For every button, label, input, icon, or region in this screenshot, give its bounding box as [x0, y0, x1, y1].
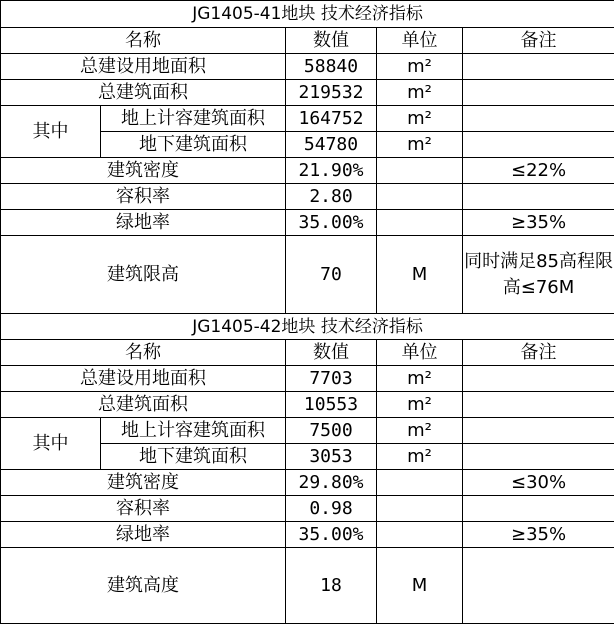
- table-row: [1, 54, 614, 80]
- row-value: 54780: [286, 132, 377, 158]
- group-label: 其中: [1, 106, 101, 158]
- header-value: 数值: [286, 340, 377, 366]
- row-unit: m²: [377, 80, 463, 106]
- row-note: [463, 496, 614, 522]
- table-row: [1, 80, 614, 106]
- header-name: 名称: [1, 340, 286, 366]
- table-row: [1, 392, 614, 418]
- row-note: 同时满足85高程限高≤76M: [463, 236, 614, 314]
- table-row: [1, 470, 614, 496]
- row-value: 35.00%: [286, 522, 377, 548]
- row-name: 总建设用地面积: [1, 54, 286, 80]
- row-name: 地上计容建筑面积: [101, 106, 286, 132]
- row-value: 0.98: [286, 496, 377, 522]
- row-unit: m²: [377, 54, 463, 80]
- row-name: 建筑密度: [1, 158, 286, 184]
- row-value: 10553: [286, 392, 377, 418]
- row-unit: [377, 496, 463, 522]
- row-note: ≥35%: [463, 522, 614, 548]
- row-unit: [377, 184, 463, 210]
- header-unit: 单位: [377, 28, 463, 54]
- row-unit: m²: [377, 418, 463, 444]
- row-name: 建筑高度: [1, 548, 286, 624]
- row-unit: [377, 522, 463, 548]
- table-row: [1, 210, 614, 236]
- row-name: 建筑限高: [1, 236, 286, 314]
- row-name: 地下建筑面积: [101, 444, 286, 470]
- row-note: [463, 80, 614, 106]
- header-unit: 单位: [377, 340, 463, 366]
- row-value: 29.80%: [286, 470, 377, 496]
- header-value: 数值: [286, 28, 377, 54]
- row-value: 7500: [286, 418, 377, 444]
- row-name: 地上计容建筑面积: [101, 418, 286, 444]
- header-note: 备注: [463, 28, 614, 54]
- table-row: [1, 496, 614, 522]
- row-value: 18: [286, 548, 377, 624]
- row-name: 总建筑面积: [1, 80, 286, 106]
- table-title: JG1405-41地块 技术经济指标: [1, 1, 614, 28]
- row-note: ≤22%: [463, 158, 614, 184]
- row-name: 绿地率: [1, 522, 286, 548]
- table-row: [1, 522, 614, 548]
- table-row: [1, 106, 614, 132]
- group-label: 其中: [1, 418, 101, 470]
- row-note: [463, 392, 614, 418]
- row-note: [463, 444, 614, 470]
- row-value: 70: [286, 236, 377, 314]
- table-row: [1, 418, 614, 444]
- row-name: 建筑密度: [1, 470, 286, 496]
- row-note: [463, 54, 614, 80]
- table-row: [1, 236, 614, 314]
- row-name: 容积率: [1, 184, 286, 210]
- row-value: 219532: [286, 80, 377, 106]
- row-name: 地下建筑面积: [101, 132, 286, 158]
- row-value: 21.90%: [286, 158, 377, 184]
- row-value: 3053: [286, 444, 377, 470]
- row-unit: m²: [377, 392, 463, 418]
- row-name: 绿地率: [1, 210, 286, 236]
- row-note: [463, 548, 614, 624]
- table-row: [1, 158, 614, 184]
- table-row: [1, 366, 614, 392]
- row-note: [463, 366, 614, 392]
- table-row: [1, 548, 614, 624]
- row-name: 总建设用地面积: [1, 366, 286, 392]
- row-note: [463, 418, 614, 444]
- table-title: JG1405-42地块 技术经济指标: [1, 314, 614, 340]
- row-value: 35.00%: [286, 210, 377, 236]
- row-value: 7703: [286, 366, 377, 392]
- row-note: ≥35%: [463, 210, 614, 236]
- row-note: [463, 184, 614, 210]
- row-unit: m²: [377, 366, 463, 392]
- row-unit: M: [377, 548, 463, 624]
- row-name: 容积率: [1, 496, 286, 522]
- row-value: 2.80: [286, 184, 377, 210]
- header-note: 备注: [463, 340, 614, 366]
- row-unit: M: [377, 236, 463, 314]
- header-name: 名称: [1, 28, 286, 54]
- row-unit: [377, 158, 463, 184]
- row-unit: m²: [377, 444, 463, 470]
- indicator-table-42: [0, 313, 614, 624]
- row-value: 58840: [286, 54, 377, 80]
- row-note: [463, 106, 614, 132]
- table-row: [1, 184, 614, 210]
- row-unit: m²: [377, 106, 463, 132]
- row-note: [463, 132, 614, 158]
- row-unit: [377, 470, 463, 496]
- row-value: 164752: [286, 106, 377, 132]
- row-name: 总建筑面积: [1, 392, 286, 418]
- row-unit: m²: [377, 132, 463, 158]
- row-unit: [377, 210, 463, 236]
- row-note: ≤30%: [463, 470, 614, 496]
